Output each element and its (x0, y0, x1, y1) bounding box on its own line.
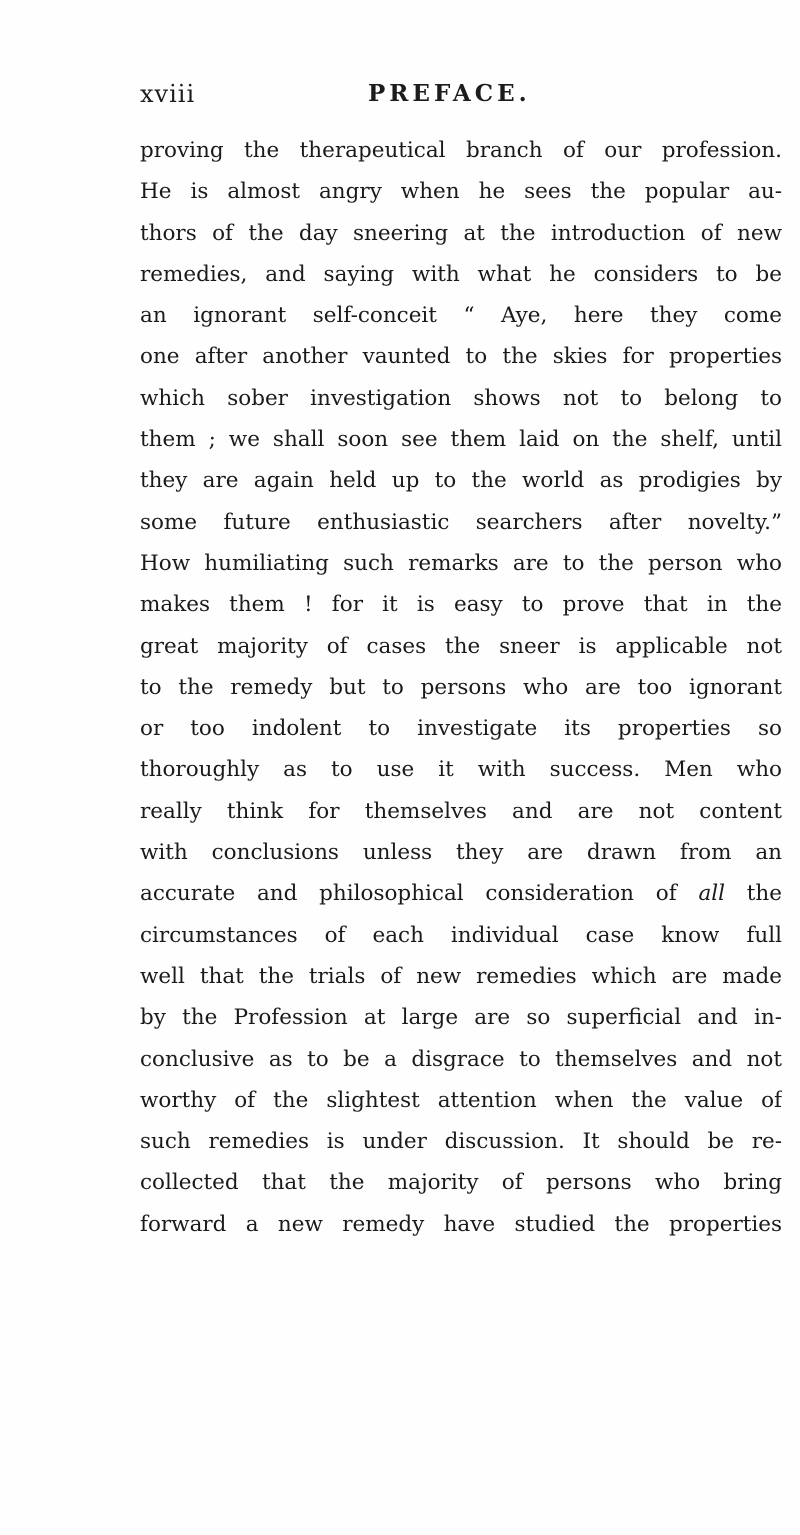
running-title: PREFACE. (368, 80, 531, 107)
text-line: to the remedy but to persons who are too ignorant (140, 674, 782, 700)
text-line: them ; we shall soon see them laid on the shelf, until (140, 427, 782, 453)
text-line: circumstances of each individual case know full (140, 922, 782, 948)
text-line: proving the therapeutical branch of our profession. (140, 138, 782, 163)
text-line: some future enthusiastic searchers after novelty.” (140, 509, 782, 535)
italic-emphasis: all (698, 881, 726, 907)
text-line (140, 873, 782, 914)
text-line: thoroughly as to use it with success. Men who (140, 757, 782, 783)
text-line: such remedies is under discussion. It should be re- (140, 1129, 782, 1155)
text-line: well that the trials of new remedies which are made (140, 963, 782, 989)
text-line: How humiliating such remarks are to the person who (140, 550, 782, 576)
text-line: or too indolent to investigate its properties so (140, 716, 782, 742)
text-line: conclusive as to be a disgrace to themselves and not (140, 1046, 782, 1072)
running-head (140, 80, 780, 120)
text-line: worthy of the slightest attention when the value of (140, 1087, 782, 1113)
text-line: thors of the day sneering at the introduction of new (140, 220, 782, 246)
text-line: with conclusions unless they are drawn from an (140, 840, 782, 866)
text-line: collected that the majority of persons who bring (140, 1170, 782, 1196)
text-line: remedies, and saying with what he considers to be (140, 261, 782, 287)
text-line: makes them ! for it is easy to prove that in the (140, 592, 782, 618)
text-line: forward a new remedy have studied the properties (140, 1211, 782, 1237)
body-text (140, 130, 782, 1245)
text-line: which sober investigation shows not to belong to (140, 385, 782, 411)
text-line: really think for themselves and are not content (140, 798, 782, 824)
text-line: He is almost angry when he sees the popular au- (140, 179, 782, 205)
text-line: they are again held up to the world as prodigies by (140, 468, 782, 494)
line-segment: the (725, 881, 782, 907)
text-line: by the Profession at large are so superficial and in- (140, 1005, 782, 1031)
text-line: great majority of cases the sneer is applicable not (140, 633, 782, 659)
line-segment: accurate and philosophical consideration of (140, 881, 699, 907)
page-number: xviii (140, 80, 196, 108)
text-line: one after another vaunted to the skies for properties (140, 344, 782, 370)
text-line: an ignorant self-conceit “ Aye, here they come (140, 303, 782, 329)
